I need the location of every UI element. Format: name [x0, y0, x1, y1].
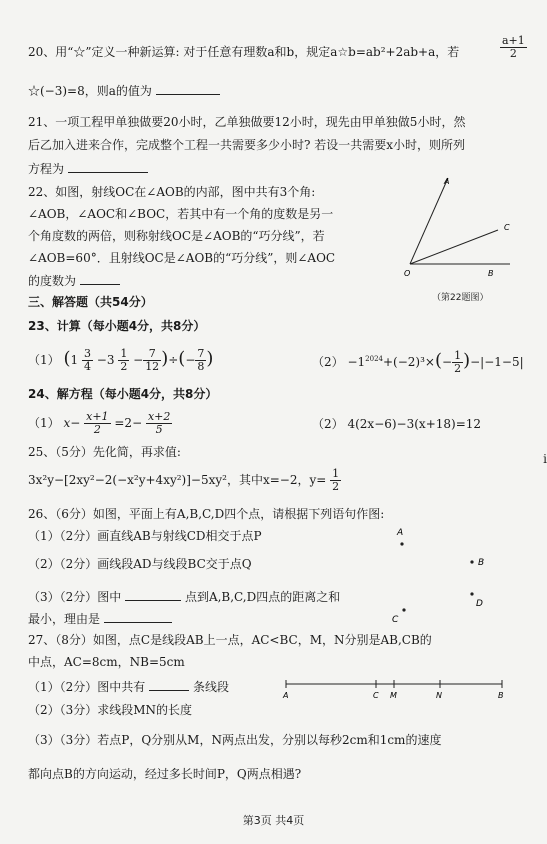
q20-line2: [28, 82, 220, 99]
label-c: C: [504, 223, 510, 232]
q27-part2: （2）（3分）求线段MN的长度: [28, 703, 193, 717]
q24-p1-mid: =2−: [114, 416, 143, 430]
q20-frac-num: a+1: [502, 34, 525, 47]
q23-part2: $(2) -1^{2024}+(-2)^3\times(-$ $\frac{1}{2}$ )−|−1−5|: [312, 349, 524, 375]
q23-frac-c: [143, 348, 161, 373]
q24-frac-2-num: x+2: [147, 410, 171, 423]
q23-frac-a-num: 3: [83, 347, 91, 360]
q21-line2: 后乙加入进来合作，完成整个工程一共需要多少小时? 若设一共需要x小时，则所列: [28, 138, 466, 152]
q27-p1b-text: 条线段: [192, 680, 229, 694]
q22-text5: 的度数为: [28, 274, 77, 288]
q26-points-figure: [388, 520, 498, 630]
q24-frac-1: [84, 411, 110, 436]
q23-p1-b: 3: [106, 353, 115, 367]
seg-label-c: C: [373, 691, 379, 700]
q21-answer-blank[interactable]: [68, 160, 148, 173]
q23-frac-c-den: 12: [145, 360, 160, 373]
q25-frac-y-den: 2: [332, 480, 340, 493]
q23-p1-label: （1）: [28, 353, 60, 367]
q27-segment-figure: [280, 676, 510, 700]
q26-line1: 26、（6分）如图，平面上有A,B,C,D四个点，请根据下列语句作图:: [28, 507, 385, 521]
q23-frac-b-num: 1: [120, 347, 128, 360]
q23-p1-a: 1: [70, 353, 79, 367]
q26-p3b-text: 点到A,B,C,D四点的距离之和: [184, 590, 341, 604]
q27-part3: （3）（3分）若点P，Q分别从M，N两点出发，分别以每秒2cm和1cm的速度: [28, 733, 442, 747]
q24-p2-expr: 4(2x−6)−3(x+18)=12: [347, 417, 482, 431]
label-a: A: [444, 177, 450, 186]
q22-line2: ∠AOB，∠AOC和∠BOC，若其中有一个角的度数是另一: [28, 207, 334, 221]
point-c: [402, 608, 405, 611]
q23-frac-a: [82, 348, 93, 373]
q23-frac-a-den: 4: [83, 360, 91, 373]
q22-line4: ∠AOB=60°．且射线OC是∠AOB的“巧分线”，则∠AOC: [28, 251, 336, 265]
q24-part1: [28, 410, 172, 436]
q25-expr-line: [28, 466, 341, 494]
label-o: O: [404, 269, 411, 278]
q24-frac-1-den: 2: [93, 423, 101, 436]
q26-part3b: [28, 610, 172, 627]
q24-part2: [312, 416, 481, 432]
q20-answer-blank[interactable]: [156, 82, 220, 95]
q27-part3b: 都向点B的方向运动，经过多长时间P，Q两点相遇?: [28, 767, 302, 781]
q23-frac-e-den: 2: [454, 362, 462, 375]
point-a: [400, 542, 403, 545]
section3-title: 三、解答题（共54分）: [28, 295, 153, 309]
seg-label-b: B: [498, 691, 504, 700]
q26-part2: （2）（2分）画线段AD与线段BC交于点Q: [28, 557, 252, 571]
q25-expr: 3x²y−[2xy²−2(−x²y+4xy²)]−5xy²，其中x=−2，y=: [28, 473, 327, 487]
q20-text2: ☆(−3)=8，则a的值为: [28, 84, 152, 98]
q26-p3a-text: （3）（2分）图中: [28, 590, 122, 604]
q23-frac-c-num: 7: [143, 348, 161, 361]
label-point-d: D: [476, 599, 483, 609]
q27-p1a-text: （1）（2分）图中共有: [28, 680, 146, 694]
q24-p2-label: （2）: [312, 417, 344, 431]
label-b: B: [488, 269, 494, 278]
q23-title: 23、计算（每小题4分，共8分）: [28, 319, 206, 333]
q23-frac-b: [118, 348, 129, 373]
q24-frac-2-den: 5: [155, 423, 163, 436]
label-point-b: B: [478, 558, 485, 568]
q21-text3: 方程为: [28, 162, 65, 176]
q24-p1-label: （1）: [28, 416, 60, 430]
q25-frac-y-num: 1: [332, 467, 340, 480]
q23-p2-label: （2）: [312, 355, 344, 369]
seg-label-n: N: [436, 691, 442, 700]
q22-line5: [28, 272, 120, 289]
q24-p1-x: x−: [63, 416, 81, 430]
point-b: [470, 560, 473, 563]
label-point-c: C: [392, 615, 399, 625]
q23-p2-b: +(−2)³×: [383, 355, 435, 369]
q22-fig-caption: （第22题图）: [432, 293, 489, 303]
seg-label-a: A: [283, 691, 289, 700]
q23-frac-d: [195, 348, 206, 373]
q20-text: 20、用“☆”定义一种新运算: 对于任意有理数a和b，规定a☆b=ab²+2ab+a，若: [28, 45, 460, 59]
seg-label-m: M: [390, 691, 397, 700]
q26-part3a: [28, 588, 340, 605]
q21-line3: [28, 160, 148, 177]
q25-title: 25、（5分）先化简，再求值:: [28, 445, 181, 459]
q27-line1: 27、（8分）如图，点C是线段AB上一点，AC<BC，M，N分别是AB,CB的: [28, 633, 432, 647]
q23-frac-d-num: 7: [197, 347, 205, 360]
page-footer: 第3页 共4页: [242, 814, 305, 827]
q24-frac-2: [146, 411, 172, 436]
q22-angle-figure: [398, 172, 528, 282]
point-d: [470, 592, 473, 595]
q20-fraction: [500, 35, 527, 60]
q27-part1: [28, 678, 229, 695]
label-point-a: A: [397, 528, 404, 538]
q22-answer-blank[interactable]: [80, 272, 120, 285]
q23-frac-d-den: 8: [197, 360, 205, 373]
q22-line1: 22、如图，射线OC在∠AOB的内部，图中共有3个角:: [28, 185, 316, 199]
q21-line1: 21、一项工程甲单独做要20小时，乙单独做要12小时，现先由甲单独做5小时，然: [28, 115, 466, 129]
q23-part1: （1） (1 $\frac{3}{4}$ −3 $\frac{1}{2}$ − $\frac{7}{12}$ )÷(− $\frac{7}{8}$ ): [28, 347, 214, 373]
q23-p2-a: −1: [347, 355, 366, 369]
q26-point-blank[interactable]: [125, 588, 181, 601]
q23-p2-exp: 2024: [365, 355, 383, 363]
q23-frac-e-num: 1: [454, 349, 462, 362]
q24-title: 24、解方程（每小题4分，共8分）: [28, 387, 218, 401]
q23-frac-b-den: 2: [120, 360, 128, 373]
q20-line1: [28, 44, 459, 60]
q26-part1: （1）（2分）画直线AB与射线CD相交于点P: [28, 529, 262, 543]
q23-p2-c: −|−1−5|: [470, 355, 524, 369]
q23-frac-e: [452, 350, 463, 375]
q27-line2: 中点，AC=8cm，NB=5cm: [28, 655, 185, 669]
q26-p3c-text: 最小，理由是: [28, 612, 101, 626]
edge-mark: i: [543, 452, 547, 466]
q22-line3: 个角度数的两倍，则称射线OC是∠AOB的“巧分线”，若: [28, 229, 325, 243]
q26-reason-blank[interactable]: [104, 610, 172, 623]
q27-count-blank[interactable]: [149, 678, 189, 691]
q20-frac-den: 2: [509, 47, 517, 60]
q24-frac-1-num: x+1: [86, 410, 109, 423]
q25-frac-y: [330, 468, 341, 493]
